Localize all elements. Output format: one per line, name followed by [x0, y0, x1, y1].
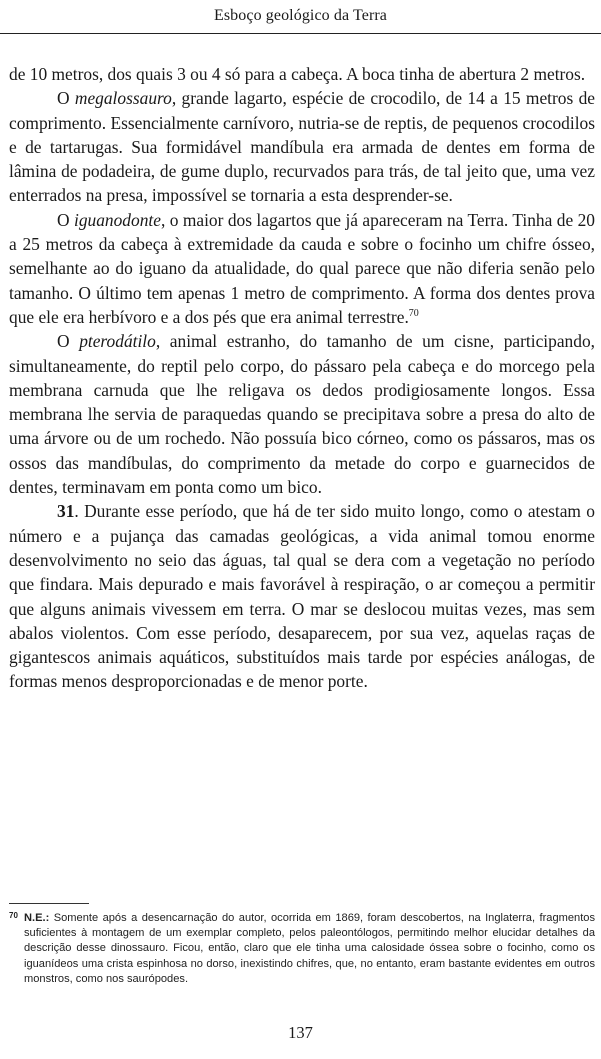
- body-text: [9, 62, 595, 694]
- footnote-text: Somente após a desencarnação do autor, ocorrida em 1869, foram descobertos, na Inglaterra, fragmentos suficientes à montagem de um exemplar completo, pelos paleontólogos, permitindo melhor elucidar detalhes da descrição desse dinossauro. Ficou, então, claro que ele tinha uma calosidade óssea sobre o focinho, como os iguanídeos uma crista espinhosa no dorso, inexistindo chifres, que, no entanto, eram bastante evidentes em outros monstros, como nos saurópodes.: [24, 912, 595, 985]
- footnote-body: [24, 911, 595, 987]
- footnote-mark: 70: [9, 911, 18, 920]
- section-number: 31: [57, 501, 75, 522]
- header-divider: [0, 33, 601, 34]
- paragraph-megalossauro: O megalossauro, grande lagarto, espécie de crocodilo, de 14 a 15 metros de comprimento. Essencialmente carnívoro, nutria-se de reptis, de pequenos crocodilos e de tartarugas. Sua formidável mandíbula era armada de dentes em forma de lâmina de podadeira, de gume duplo, recurvados para trás, de tal jeito que, uma vez enterrados na presa, impossível se tornaria a esta desprender-se.: [9, 88, 595, 206]
- term-megalossauro: megalossauro: [74, 88, 172, 109]
- paragraph-text: . Durante esse período, que há de ter sido muito longo, como o atestam o número e a pujança das camadas geológicas, a vida animal tomou enorme desenvolvimento no seio das águas, tal qual se dera com a vegetação no período que findara. Mais depurado e mais favorável à respiração, o ar começou a permitir que alguns animais vivessem em terra. O mar se deslocou muitas vezes, mas sem abalos violentos. Com esse período, desaparecem, por sua vez, aquelas raças de gigantescos animais aquáticos, substituídos mais tarde por espécies análogas, de formas menos desproporcionadas e de menor porte.: [9, 501, 595, 692]
- paragraph-text: , animal estranho, do tamanho de um cisne, participando, simultaneamente, do reptil pelo corpo, do pássaro pela cabeça e do morcego pela membrana carnuda que lhe religava os dedos prodigiosamente longos. Essa membrana lhe servia de paraquedas quando se precipitava sobre a presa do alto de uma árvore ou de um rochedo. Não possuía bico córneo, como os pássaros, mas os ossos das mandíbulas, do comprimento da metade do corpo e guarnecidos de dentes, terminavam em ponta como um bico.: [9, 331, 595, 498]
- term-iguanodonte: iguanodonte: [74, 209, 161, 230]
- footnote-reference[interactable]: 70: [408, 307, 419, 319]
- running-header: Esboço geológico da Terra: [213, 7, 388, 24]
- page-number: 137: [288, 1023, 313, 1042]
- footnote: [9, 911, 595, 987]
- term-pterodatilo: pterodátilo: [79, 331, 156, 352]
- paragraph-31: [9, 499, 595, 693]
- paragraph-continuation: [9, 62, 595, 86]
- paragraph-iguanodonte: O iguanodonte, o maior dos lagartos que já apareceram na Terra. Tinha de 20 a 25 metros da cabeça à extremidade da cauda e sobre o focinho um chifre ósseo, semelhante ao do iguano da atualidade, do qual parece que não diferia senão pelo tamanho. O último tem apenas 1 metro de comprimento. A forma dos dentes prova que ele era herbívoro e a dos pés que era animal terrestre.$^{70}$: [9, 209, 595, 327]
- footnote-divider: [9, 903, 89, 904]
- paragraph-pterodatilo: O pterodátilo, animal estranho, do tamanho de um cisne, participando, simultaneamente, do reptil pelo corpo, do pássaro pela cabeça e do morcego pela membrana carnuda que lhe religava os dedos prodigiosamente longos. Essa membrana lhe servia de paraquedas quando se precipitava sobre a presa do alto de uma árvore ou de um rochedo. Não possuía bico córneo, como os pássaros, mas os ossos das mandíbulas, do comprimento da metade do corpo e guarnecidos de dentes, terminavam em ponta como um bico.: [9, 331, 595, 498]
- paragraph-text: , grande lagarto, espécie de crocodilo, de 14 a 15 metros de comprimento. Essencialmente carnívoro, nutria-se de reptis, de pequenos crocodilos e de tartarugas. Sua formidável mandíbula era armada de dentes em forma de lâmina de podadeira, de gume duplo, recurvados para trás, de tal jeito que, uma vez enterrados na presa, impossível se tornaria a esta desprender-se.: [9, 88, 595, 206]
- paragraph-text: , o maior dos lagartos que já apareceram na Terra. Tinha de 20 a 25 metros da cabeça à extremidade da cauda e sobre o focinho um chifre ósseo, semelhante ao do iguano da atualidade, do qual parece que não diferia senão pelo tamanho. O último tem apenas 1 metro de comprimento. A forma dos dentes prova que ele era herbívoro e a dos pés que era animal terrestre.: [9, 209, 595, 327]
- footnote-label: N.E.:: [24, 912, 50, 924]
- paragraph-text: de 10 metros, dos quais 3 ou 4 só para a cabeça. A boca tinha de abertura 2 metros.: [9, 64, 586, 84]
